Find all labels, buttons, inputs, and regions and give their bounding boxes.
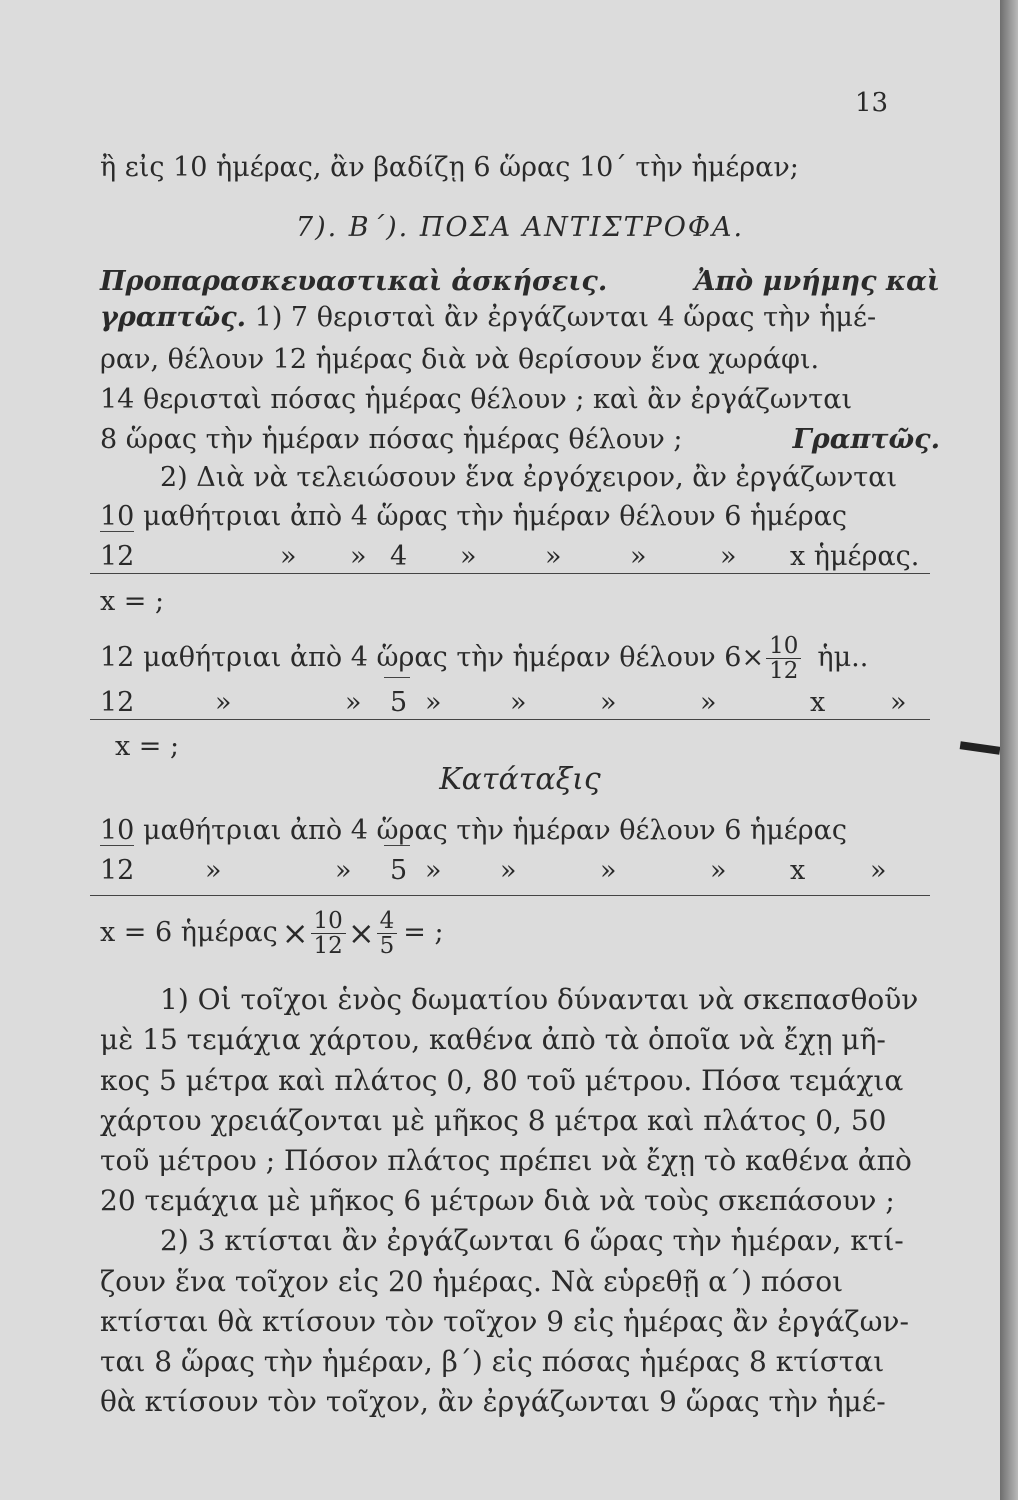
row-cell: 12: [100, 687, 135, 718]
equation-line: x = ;: [115, 731, 180, 762]
text-line: [100, 262, 940, 302]
subheading: Ἀπὸ μνήμης καὶ: [694, 266, 940, 297]
row-cell: »: [630, 541, 647, 572]
scan-artifact: [960, 741, 1001, 754]
text-line: 20 τεμάχια μὲ μῆκος 6 μέτρων διὰ νὰ τοὺς σκεπάσουν ;: [100, 1184, 895, 1217]
text-line: θὰ κτίσουν τὸν τοῖχον, ἂν ἐργάζωνται 9 ὥρας τὴν ἡμέ-: [100, 1385, 886, 1418]
rule-line: [90, 573, 930, 574]
row-cell: »: [600, 687, 617, 718]
row-cell: »: [500, 855, 517, 886]
row-cell: »: [710, 855, 727, 886]
row-cell: »: [425, 855, 442, 886]
text-span: 8 ὥρας τὴν ἡμέραν πόσας ἡμέρας θέλουν ;: [100, 424, 683, 455]
formula-line: [100, 903, 940, 963]
row-cell: »: [350, 541, 367, 572]
row-cell: »: [335, 855, 352, 886]
row-cell: »: [720, 541, 737, 572]
fraction: [311, 909, 346, 958]
text-line: μὲ 15 τεμάχια χάρτου, καθένα ἀπὸ τὰ ὁποῖα νὰ ἔχῃ μῆ-: [100, 1023, 886, 1056]
text-line: ἢ εἰς 10 ἡμέρας, ἂν βαδίζῃ 6 ὥρας 10΄ τὴν ἡμέραν;: [100, 152, 799, 183]
text-line: ραν, θέλουν 12 ἡμέρας διὰ νὰ θερίσουν ἕνα χωράφι.: [100, 344, 820, 375]
equation-line: x = ;: [100, 586, 165, 617]
times-sign: ×: [281, 914, 309, 952]
fraction: [766, 634, 801, 683]
text-line: [100, 420, 940, 460]
row-cell: »: [890, 687, 907, 718]
fraction-denominator: 12: [769, 657, 799, 684]
text-line: 10 μαθήτριαι ἀπὸ 4 ὥρας τὴν ἡμέραν θέλουν 6 ἡμέρας: [100, 501, 847, 532]
row-cell: 12: [100, 541, 135, 572]
row-cell: »: [205, 855, 222, 886]
row-cell: 12: [100, 855, 135, 886]
page-edge: [1000, 0, 1018, 1500]
text-span: 12 μαθήτριαι ἀπὸ 4 ὥρας τὴν ἡμέραν θέλουν 6: [100, 642, 742, 673]
row-cell: »: [280, 541, 297, 572]
text-line: [100, 298, 940, 338]
row-cell: »: [870, 855, 887, 886]
underline-mark: [100, 531, 134, 532]
section-title: Κατάταξις: [439, 762, 601, 797]
row-cell: x ἡμέρας.: [790, 541, 920, 572]
fraction-denominator: 5: [379, 932, 395, 959]
row-cell: »: [510, 687, 527, 718]
fraction-denominator: 12: [313, 932, 343, 959]
ditto-row: [100, 851, 940, 891]
fraction: [377, 909, 398, 958]
formula-text: x = 6 ἡμέρας: [100, 917, 278, 948]
text-line: 1) Οἱ τοῖχοι ἑνὸς δωματίου δύνανται νὰ σκεπασθοῦν: [160, 983, 919, 1016]
underline-mark: [384, 845, 410, 846]
times-sign: ×: [741, 642, 765, 673]
text-span: 1) 7 θερισταὶ ἂν ἐργάζωνται 4 ὥρας τὴν ἡμέ-: [254, 302, 877, 333]
row-cell: »: [215, 687, 232, 718]
row-cell: »: [425, 687, 442, 718]
page-number: 13: [855, 88, 889, 118]
section-heading: 7). Β΄). ΠΟΣΑ ΑΝΤΙΣΤΡΟΦΑ.: [295, 212, 745, 243]
text-line: ται 8 ὥρας τὴν ἡμέραν, β΄) εἰς πόσας ἡμέρας 8 κτίσται: [100, 1345, 885, 1378]
row-cell: »: [600, 855, 617, 886]
formula-text: = ;: [403, 917, 444, 948]
text-line: 2) 3 κτίσται ἂν ἐργάζωνται 6 ὥρας τὴν ἡμέραν, κτί-: [160, 1224, 904, 1257]
ditto-row: [100, 683, 940, 723]
row-cell: »: [345, 687, 362, 718]
row-cell: x: [810, 687, 826, 718]
ditto-row: [100, 537, 940, 577]
text-line: [100, 628, 940, 688]
text-line: 14 θερισταὶ πόσας ἡμέρας θέλουν ; καὶ ἂν ἐργάζωνται: [100, 384, 853, 415]
underline-mark: [100, 845, 134, 846]
text-line: κτίσται θὰ κτίσουν τὸν τοῖχον 9 εἰς ἡμέρας ἂν ἐργάζων-: [100, 1305, 909, 1338]
underline-mark: [384, 677, 410, 678]
subheading: Γραπτῶς.: [792, 424, 940, 455]
fraction-numerator: 10: [311, 909, 346, 934]
fraction-numerator: 4: [377, 909, 398, 934]
row-cell: 4: [390, 541, 408, 572]
text-line: χάρτου χρειάζονται μὲ μῆκος 8 μέτρα καὶ πλάτος 0, 50: [100, 1104, 887, 1137]
text-line: τοῦ μέτρου ; Πόσον πλάτος πρέπει νὰ ἔχῃ τὸ καθένα ἀπὸ: [100, 1144, 912, 1177]
text-line: 10 μαθήτριαι ἀπὸ 4 ὥρας τὴν ἡμέραν θέλουν 6 ἡμέρας: [100, 815, 847, 846]
fraction-numerator: 10: [766, 634, 801, 659]
text-line: 2) Διὰ νὰ τελειώσουν ἕνα ἐργόχειρον, ἂν ἐργάζωνται: [160, 462, 898, 493]
rule-line: [90, 895, 930, 896]
row-cell: »: [545, 541, 562, 572]
text-span: ἡμ..: [817, 642, 869, 673]
times-sign: ×: [347, 914, 375, 952]
rule-line: [90, 719, 930, 720]
row-cell: »: [700, 687, 717, 718]
subheading: Προπαρασκευαστικαὶ ἀσκήσεις.: [100, 266, 608, 297]
row-cell: 5: [390, 687, 408, 718]
row-cell: x: [790, 855, 806, 886]
subheading: γραπτῶς.: [100, 302, 247, 333]
row-cell: 5: [390, 855, 408, 886]
text-line: ζουν ἕνα τοῖχον εἰς 20 ἡμέρας. Νὰ εὑρεθῇ α΄) πόσοι: [100, 1265, 844, 1298]
text-line: κος 5 μέτρα καὶ πλάτος 0, 80 τοῦ μέτρου. Πόσα τεμάχια: [100, 1064, 904, 1097]
row-cell: »: [460, 541, 477, 572]
